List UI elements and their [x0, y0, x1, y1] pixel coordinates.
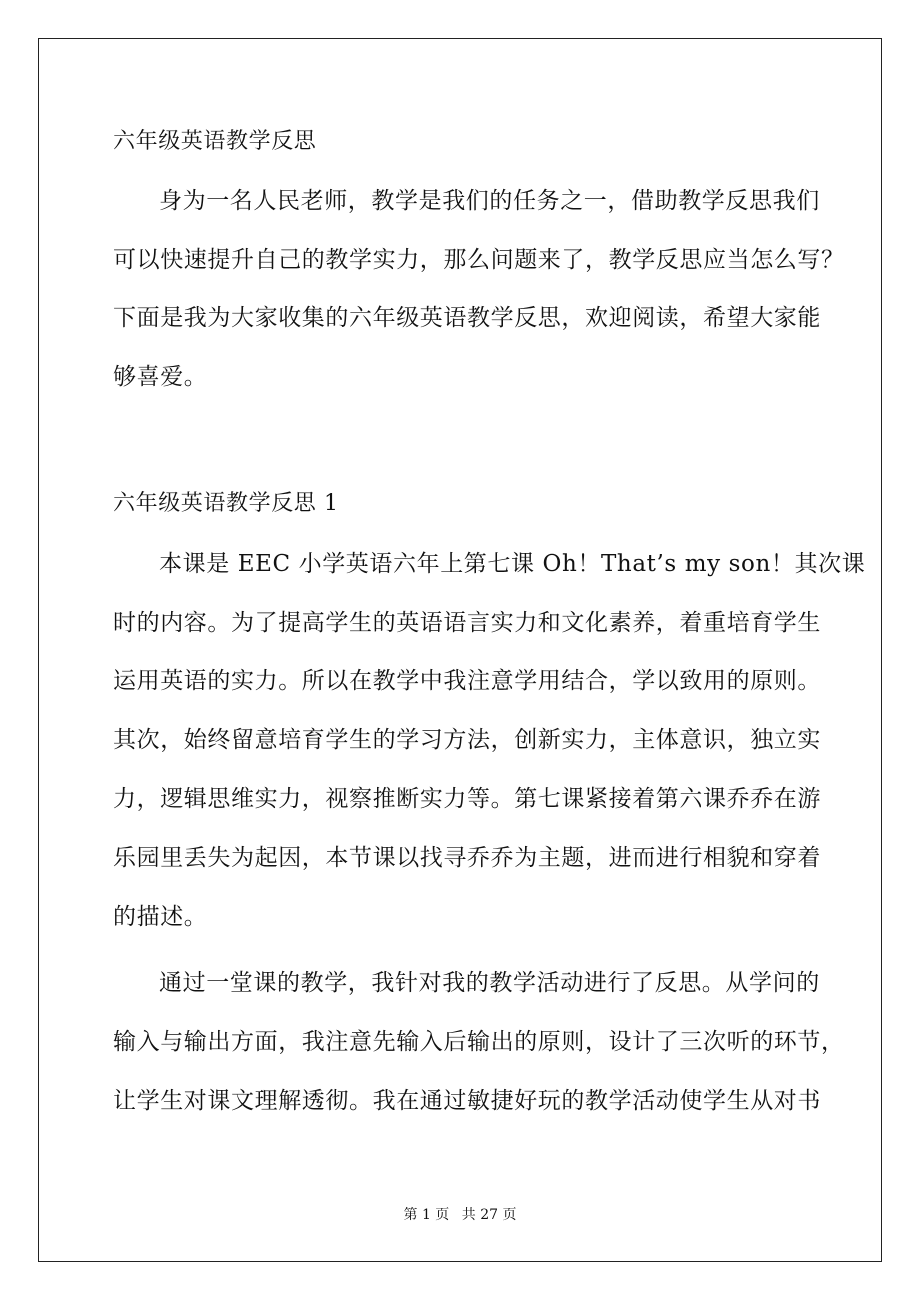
section-title: 六年级英语教学反思 1	[113, 491, 339, 516]
para1-line-1: 本课是 EEC 小学英语六年上第七课 Oh！That’s my son！其次课	[159, 551, 866, 577]
para1-line-2: 时的内容。为了提高学生的英语语言实力和文化素养，着重培育学生	[113, 610, 821, 636]
intro-line-3: 下面是我为大家收集的六年级英语教学反思，欢迎阅读，希望大家能	[113, 305, 821, 331]
intro-line-1: 身为一名人民老师，教学是我们的任务之一，借助教学反思我们	[159, 188, 820, 214]
para1-line-3: 运用英语的实力。所以在教学中我注意学用结合，学以致用的原则。	[113, 668, 821, 694]
para1-line-6: 乐园里丢失为起因，本节课以找寻乔乔为主题，进而进行相貌和穿着	[113, 845, 821, 871]
intro-line-2: 可以快速提升自己的教学实力，那么问题来了，教学反思应当怎么写？	[113, 247, 845, 273]
para1-line-4: 其次，始终留意培育学生的学习方法，创新实力，主体意识，独立实	[113, 727, 821, 753]
para2-line-2: 输入与输出方面，我注意先输入后输出的原则，设计了三次听的环节，	[113, 1029, 845, 1055]
page-number: 第 1 页	[403, 1207, 450, 1223]
document-title: 六年级英语教学反思	[113, 129, 317, 154]
page-footer	[0, 1205, 920, 1225]
para1-line-7: 的描述。	[113, 904, 208, 930]
page-border	[38, 38, 882, 1262]
para2-line-3: 让学生对课文理解透彻。我在通过敏捷好玩的教学活动使学生从对书	[113, 1088, 821, 1114]
page-total: 共 27 页	[461, 1207, 517, 1223]
para1-line-5: 力，逻辑思维实力，视察推断实力等。第七课紧接着第六课乔乔在游	[113, 786, 821, 812]
intro-line-4: 够喜爱。	[113, 364, 208, 390]
para2-line-1: 通过一堂课的教学，我针对我的教学活动进行了反思。从学问的	[159, 970, 820, 996]
